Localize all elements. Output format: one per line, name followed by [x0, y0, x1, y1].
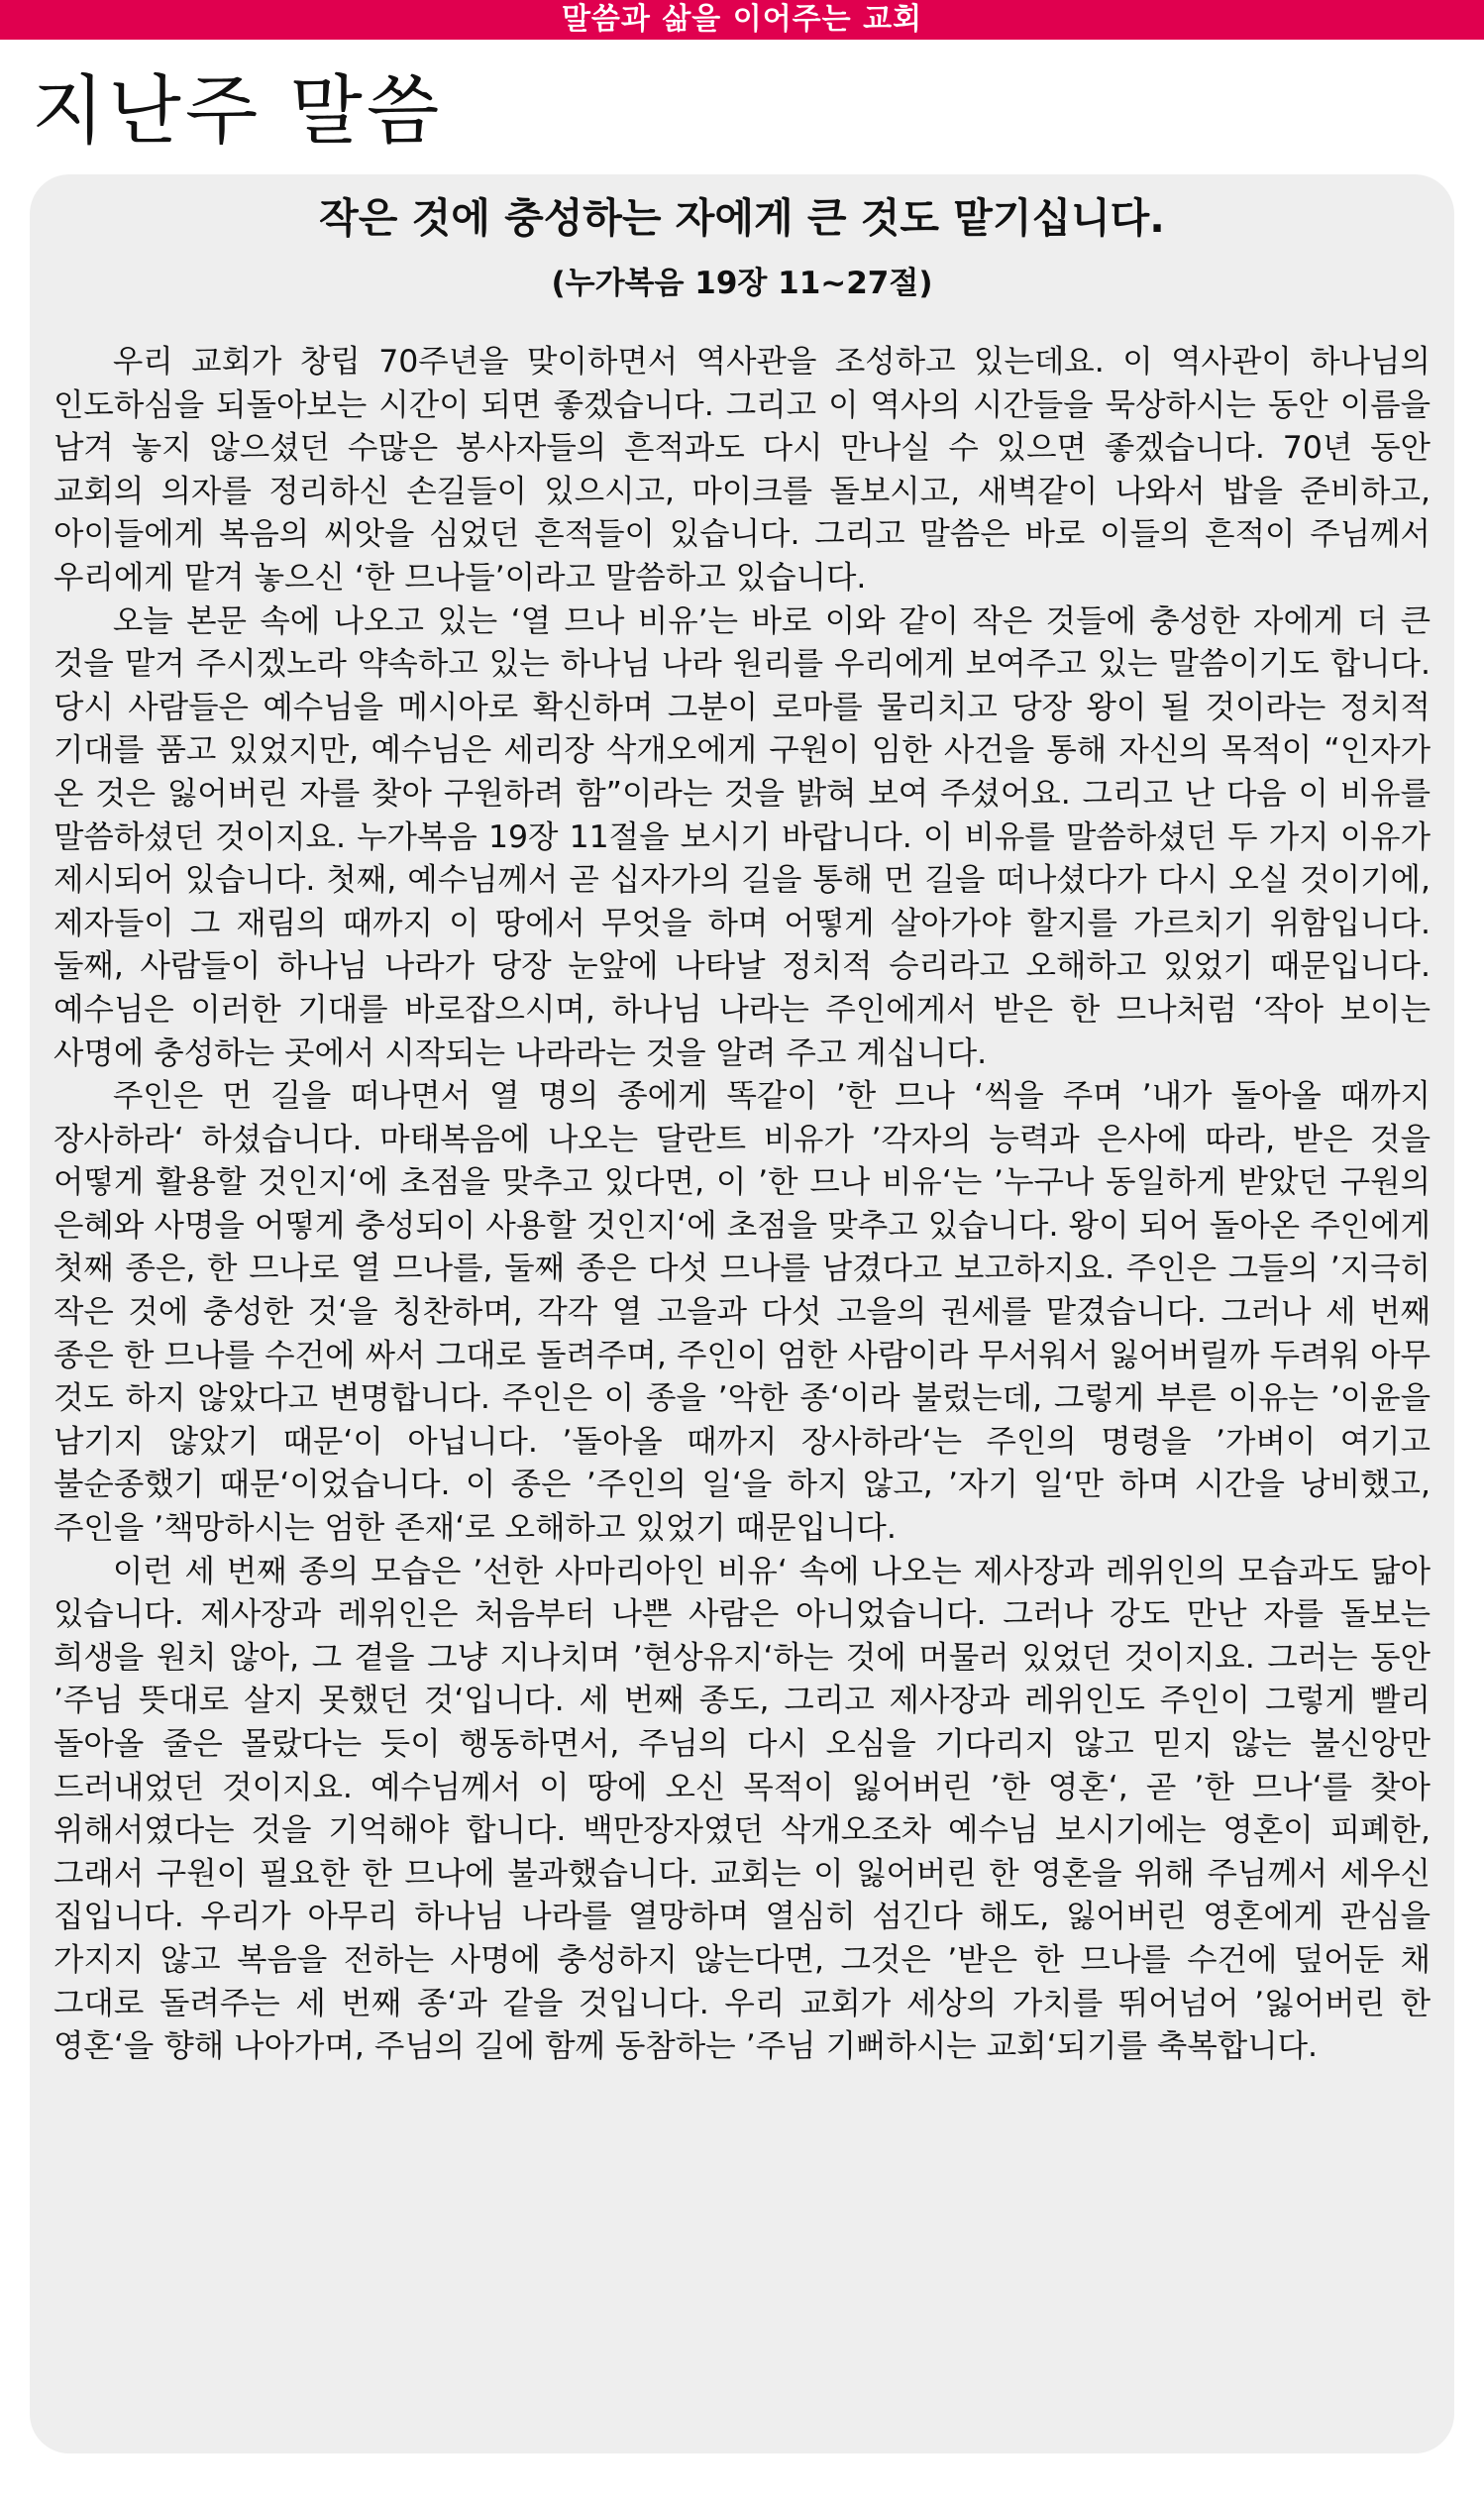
sermon-body	[53, 341, 1431, 2069]
sermon-paragraph: 오늘 본문 속에 나오고 있는 ‘열 므나 비유’는 바로 이와 같이 작은 것들에 충성한 자에게 더 큰 것을 맡겨 주시겠노라 약속하고 있는 하나님 나라 원리를 우리에게 보여주고 있는 말씀이기도 합니다. 당시 사람들은 예수님을 메시아로 확신하며 그분이 로마를 물리치고 당장 왕이 될 것이라는 정치적 기대를 품고 있었지만, 예수님은 세리장 삭개오에게 구원이 임한 사건을 통해 자신의 목적이 “인자가 온 것은 잃어버린 자를 찾아 구원하려 함”이라는 것을 밝혀 보여 주셨어요. 그리고 난 다음 이 비유를 말씀하셨던 것이지요. 누가복음 19장 11절을 보시기 바랍니다. 이 비유를 말씀하셨던 두 가지 이유가 제시되어 있습니다. 첫째, 예수님께서 곧 십자가의 길을 통해 먼 길을 떠나셨다가 다시 오실 것이기에, 제자들이 그 재림의 때까지 이 땅에서 무엇을 하며 어떻게 살아가야 할지를 가르치기 위함입니다. 둘째, 사람들이 하나님 나라가 당장 눈앞에 나타날 정치적 승리라고 오해하고 있었기 때문입니다. 예수님은 이러한 기대를 바로잡으시며, 하나님 나라는 주인에게서 받은 한 므나처럼 ‘작아 보이는 사명에 충성하는 곳에서 시작되는 나라라는 것을 알려 주고 계십니다.	[53, 602, 1431, 1071]
sermon-paragraph: 주인은 먼 길을 떠나면서 열 명의 종에게 똑같이 ’한 므나 ‘씩을 주며 ’내가 돌아올 때까지 장사하라‘ 하셨습니다. 마태복음에 나오는 달란트 비유가 ’각자의 능력과 은사에 따라, 받은 것을 어떻게 활용할 것인지‘에 초점을 맞추고 있다면, 이 ’한 므나 비유‘는 ’누구나 동일하게 받았던 구원의 은혜와 사명을 어떻게 충성되이 사용할 것인지‘에 초점을 맞추고 있습니다. 왕이 되어 돌아온 주인에게 첫째 종은, 한 므나로 열 므나를, 둘째 종은 다섯 므나를 남겼다고 보고하지요. 주인은 그들의 ’지극히 작은 것에 충성한 것‘을 칭찬하며, 각각 열 고을과 다섯 고을의 권세를 맡겼습니다. 그러나 세 번째 종은 한 므나를 수건에 싸서 그대로 돌려주며, 주인이 엄한 사람이라 무서워서 잃어버릴까 두려워 아무 것도 하지 않았다고 변명합니다. 주인은 이 종을 ’악한 종‘이라 불렀는데, 그렇게 부른 이유는 ’이윤을 남기지 않았기 때문‘이 아닙니다. ’돌아올 때까지 장사하라‘는 주인의 명령을 ’가벼이 여기고 불순종했기 때문‘이었습니다. 이 종은 ’주인의 일‘을 하지 않고, ’자기 일‘만 하며 시간을 낭비했고, 주인을 ’책망하시는 엄한 존재‘로 오해하고 있었기 때문입니다.	[53, 1078, 1431, 1547]
church-slogan-banner	[0, 0, 1484, 40]
sermon-paragraph: 우리 교회가 창립 70주년을 맞이하면서 역사관을 조성하고 있는데요. 이 역사관이 하나님의 인도하심을 되돌아보는 시간이 되면 좋겠습니다. 그리고 이 역사의 시간들을 묵상하시는 동안 이름을 남겨 놓지 않으셨던 수많은 봉사자들의 흔적과도 다시 만나실 수 있으면 좋겠습니다. 70년 동안 교회의 의자를 정리하신 손길들이 있으시고, 마이크를 돌보시고, 새벽같이 나와서 밥을 준비하고, 아이들에게 복음의 씨앗을 심었던 흔적들이 있습니다. 그리고 말씀은 바로 이들의 흔적이 주님께서 우리에게 맡겨 놓으신 ‘한 므나들’이라고 말씀하고 있습니다.	[53, 344, 1431, 596]
sermon-paragraph: 이런 세 번째 종의 모습은 ’선한 사마리아인 비유‘ 속에 나오는 제사장과 레위인의 모습과도 닮아 있습니다. 제사장과 레위인은 처음부터 나쁜 사람은 아니었습니다. 그러나 강도 만난 자를 돌보는 희생을 원치 않아, 그 곁을 그냥 지나치며 ’현상유지‘하는 것에 머물러 있었던 것이지요. 그러는 동안 ’주님 뜻대로 살지 못했던 것‘입니다. 세 번째 종도, 그리고 제사장과 레위인도 주인이 그렇게 빨리 돌아올 줄은 몰랐다는 듯이 행동하면서, 주님의 다시 오심을 기다리지 않고 믿지 않는 불신앙만 드러내었던 것이지요. 예수님께서 이 땅에 오신 목적이 잃어버린 ’한 영혼‘, 곧 ’한 므나‘를 찾아 위해서였다는 것을 기억해야 합니다. 백만장자였던 삭개오조차 예수님 보시기에는 영혼이 피폐한, 그래서 구원이 필요한 한 므나에 불과했습니다. 교회는 이 잃어버린 한 영혼을 위해 주님께서 세우신 집입니다. 우리가 아무리 하나님 나라를 열망하며 열심히 섬긴다 해도, 잃어버린 영혼에게 관심을 가지지 않고 복음을 전하는 사명에 충성하지 않는다면, 그것은 ’받은 한 므나를 수건에 덮어둔 채 그대로 돌려주는 세 번째 종‘과 같을 것입니다. 우리 교회가 세상의 가치를 뛰어넘어 ’잃어버린 한 영혼‘을 향해 나아가며, 주님의 길에 함께 동참하는 ’주님 기뻐하시는 교회‘되기를 축복합니다.	[53, 1553, 1431, 2065]
church-slogan-text: 말씀과 삶을 이어주는 교회	[561, 2, 923, 37]
section-title: 지난주 말씀	[32, 66, 444, 155]
sermon-title: 작은 것에 충성하는 자에게 큰 것도 맡기십니다.	[319, 194, 1165, 242]
scripture-reference: (누가복음 19장 11~27절)	[551, 266, 933, 301]
sermon-card	[30, 174, 1454, 2453]
